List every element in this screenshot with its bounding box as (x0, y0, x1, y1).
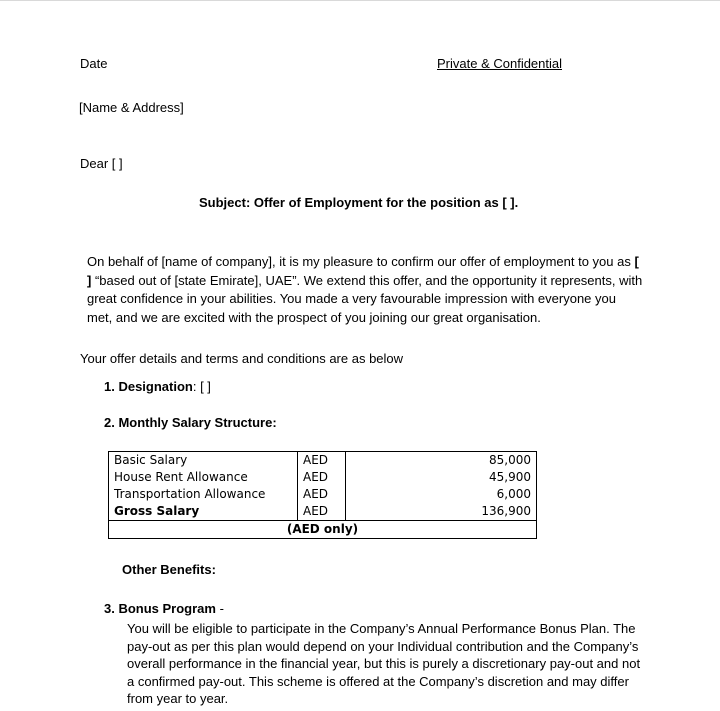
intro-paragraph (87, 253, 643, 327)
salary-amount: 136,900 (346, 503, 537, 521)
confidential-label: Private & Confidential (437, 56, 563, 71)
salutation: Dear [ ] (80, 156, 123, 171)
salary-table (108, 451, 537, 539)
designation-label: 1. Designation (104, 379, 193, 394)
salary-currency: AED (298, 469, 346, 486)
intro-text-rest: “based out of [state Emirate], UAE”. We extend this offer, and the opportunity it represents, with great confidence in your abilities. You made a very favourable impression with everyone you met, and we are excited with the prospect of you joining our great organisation. (87, 272, 643, 325)
page-top-border (0, 0, 720, 1)
bonus-heading-dash: - (215, 601, 224, 616)
salary-amount: 6,000 (346, 486, 537, 503)
salary-currency: AED (298, 486, 346, 503)
currency-note: (AED only) (109, 521, 537, 539)
table-row (109, 486, 537, 503)
bonus-heading-line (104, 601, 224, 616)
bonus-heading: 3. Bonus Program (104, 601, 216, 616)
table-row (109, 452, 537, 470)
salary-amount: 85,000 (346, 452, 537, 470)
salary-currency: AED (298, 452, 346, 470)
designation-value: : [ ] (192, 379, 211, 394)
salary-amount: 45,900 (346, 469, 537, 486)
position-bracket-open: [ (634, 254, 639, 269)
salary-item: House Rent Allowance (109, 469, 298, 486)
intro-text-start: On behalf of [name of company], it is my pleasure to confirm our offer of employment to you as (87, 254, 635, 269)
salary-currency: AED (298, 503, 346, 521)
date-label: Date (80, 56, 108, 71)
table-footer-row (109, 521, 537, 539)
salary-item: Transportation Allowance (109, 486, 298, 503)
table-row-total (109, 503, 537, 521)
bonus-paragraph: You will be eligible to participate in the Company’s Annual Performance Bonus Plan. The pay-out as per this plan would depend on your Individual contribution and the Company’s overall performance in the financial year, but this is purely a discretionary pay-out and not a confirmed pay-out. This scheme is offered at the Company’s discretion and may differ from year to year. (127, 621, 641, 706)
salary-heading: 2. Monthly Salary Structure: (104, 415, 277, 430)
salary-item: Basic Salary (109, 452, 298, 470)
name-address-placeholder: [Name & Address] (79, 100, 184, 115)
table-row (109, 469, 537, 486)
salary-item: Gross Salary (109, 503, 298, 521)
position-bracket-close: ] (87, 272, 92, 288)
other-benefits-heading: Other Benefits: (122, 562, 216, 577)
subject-line: Subject: Offer of Employment for the position as [ ]. (199, 195, 519, 210)
terms-intro: Your offer details and terms and conditions are as below (80, 351, 404, 366)
designation-item (104, 379, 211, 394)
